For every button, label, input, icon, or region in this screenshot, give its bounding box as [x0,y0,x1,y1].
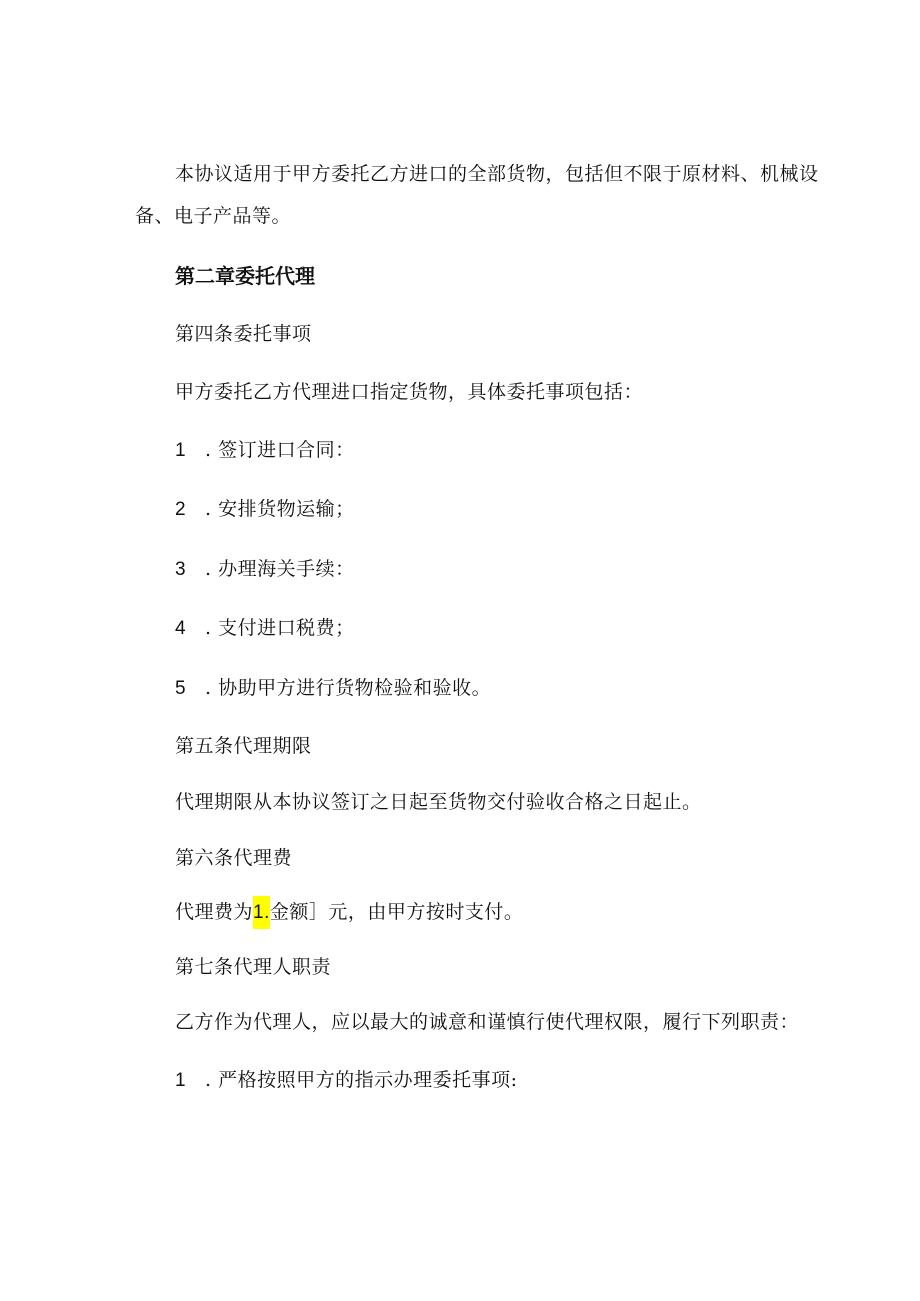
article-6-title: 第六条代理费 [175,847,293,869]
list-item [175,676,491,701]
list-item-text: . 严格按照甲方的指示办理委托事项: [205,1069,518,1091]
list-item-text: . 协助甲方进行货物检验和验收。 [205,677,492,699]
article-5-text: 代理期限从本协议签订之日起至货物交付验收合格之日起止。 [175,791,702,813]
intro-line-2: 备、电子产品等。 [135,205,292,227]
article-4-text: 甲方委托乙方代理进口指定货物，具体委托事项包括： [175,381,644,403]
list-item-text: . 办理海关手续： [205,558,355,580]
highlighted-fee-number: 1. [253,896,270,929]
article-7-title: 第七条代理人职责 [175,956,332,978]
list-item-text: . 签订进口合同： [205,439,355,461]
fee-text-after: 金额］元，由甲方按时支付。 [269,901,524,923]
intro-line-1: 本协议适用于甲方委托乙方进口的全部货物，包括但不限于原材料、机械设 [175,163,819,185]
list-item-number: 1 [175,1070,187,1091]
list-item [175,438,355,463]
article-5-title: 第五条代理期限 [175,735,312,757]
list-item-number: 1 [175,440,187,461]
list-item [175,557,355,582]
list-item-text: . 安排货物运输； [205,498,355,520]
list-item-number: 3 [175,559,187,580]
fee-text-before: 代理费为 [175,901,254,923]
chapter-title: 第二章委托代理 [175,264,315,288]
article-4-title: 第四条委托事项 [175,323,312,345]
article-6-text [175,900,523,925]
list-item-number: 2 [175,499,187,520]
article-7-text: 乙方作为代理人，应以最大的诚意和谨慎行使代理权限，履行下列职责： [175,1011,800,1033]
list-item [175,1068,517,1093]
list-item [175,616,355,641]
list-item-number: 4 [175,618,187,639]
list-item-number: 5 [175,678,187,699]
list-item-text: . 支付进口税费； [205,617,355,639]
list-item [175,497,355,522]
